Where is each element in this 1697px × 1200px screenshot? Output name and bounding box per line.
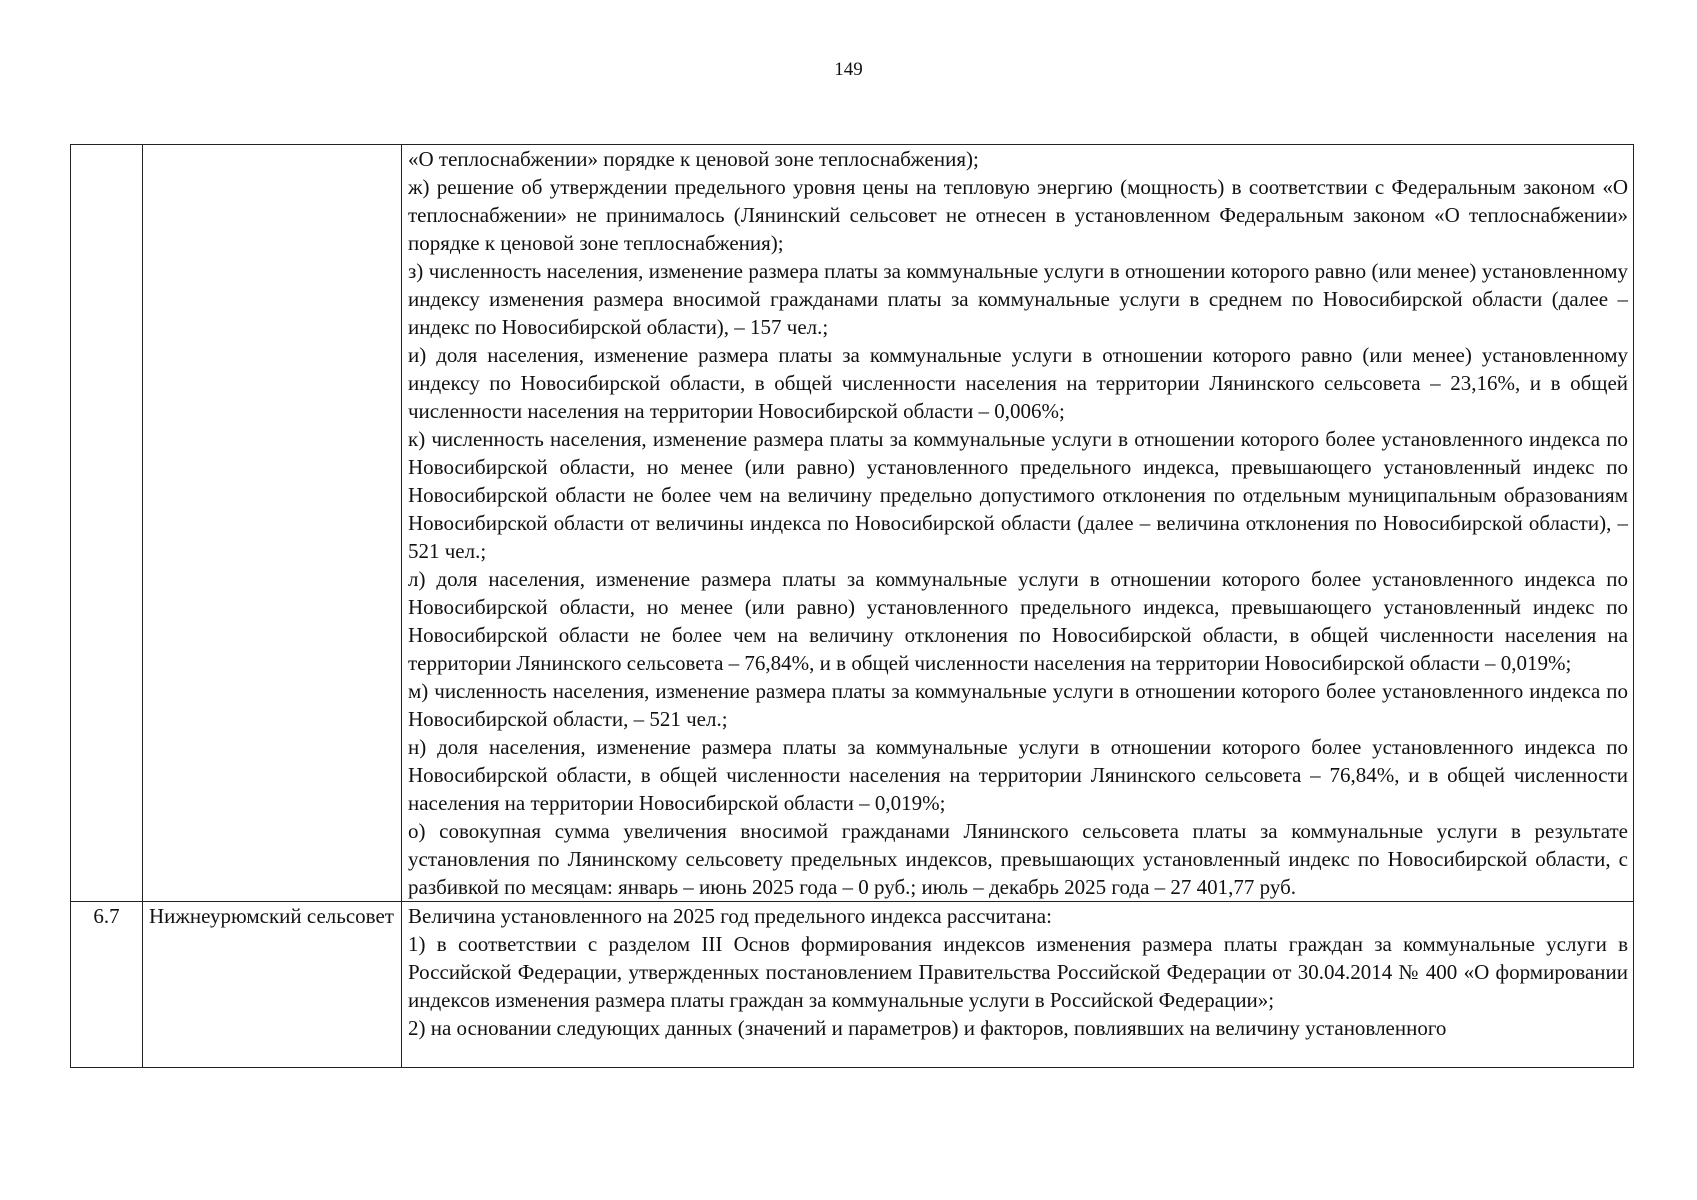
description-cell	[402, 902, 1634, 1068]
table-row-continuation	[71, 145, 1634, 902]
paragraph-intro: Величина установленного на 2025 год предельного индекса рассчитана:	[408, 904, 1052, 928]
paragraph-o: о) совокупная сумма увеличения вносимой гражданами Лянинского сельсовета платы за коммунальные услуги в результате установления по Лянинскому сельсовету предельных индексов, превышающих установленный индекс по Новосибирской области, с разбивкой по месяцам: январь – июнь 2025 года – 0 руб.; июль – декабрь 2025 года – 27 401,77 руб.	[408, 819, 1628, 899]
document-table	[70, 144, 1634, 1068]
paragraph-zh: ж) решение об утверждении предельного уровня цены на тепловую энергию (мощность) в соответствии с Федеральным законом «О теплоснабжении» не принималось (Лянинский сельсовет не отнесен в установленном Федеральным законом «О теплоснабжении» порядке к ценовой зоне теплоснабжения);	[408, 175, 1628, 255]
paragraph-l: л) доля населения, изменение размера платы за коммунальные услуги в отношении которого более установленного индекса по Новосибирской области, но менее (или равно) установленного предельного индекса, превышающего установленный индекс по Новосибирской области не более чем на величину отклонения по Новосибирской области, в общей численности населения на территории Лянинского сельсовета – 76,84%, и в общей численности населения на территории Новосибирской области – 0,019%;	[408, 567, 1628, 675]
row-number-cell: 6.7	[71, 902, 143, 1068]
paragraph-k: к) численность населения, изменение размера платы за коммунальные услуги в отношении которого более установленного индекса по Новосибирской области, но менее (или равно) установленного предельного индекса, превышающего установленный индекс по Новосибирской области не более чем на величину предельно допустимого отклонения по отдельным муниципальным образованиям Новосибирской области от величины индекса по Новосибирской области (далее – величина отклонения по Новосибирской области), – 521 чел.;	[408, 427, 1628, 563]
paragraph-1: 1) в соответствии с разделом III Основ формирования индексов изменения размера платы граждан за коммунальные услуги в Российской Федерации, утвержденных постановлением Правительства Российской Федерации от 30.04.2014 № 400 «О формировании индексов изменения размера платы граждан за коммунальные услуги в Российской Федерации»;	[408, 932, 1628, 1012]
page-number: 149	[834, 59, 863, 80]
paragraph-m: м) численность населения, изменение размера платы за коммунальные услуги в отношении которого более установленного индекса по Новосибирской области, – 521 чел.;	[408, 679, 1628, 731]
municipality-name-cell: Нижнеурюмский сельсовет	[143, 902, 402, 1068]
municipality-name-cell	[143, 145, 402, 902]
row-number-cell	[71, 145, 143, 902]
paragraph-n: н) доля населения, изменение размера платы за коммунальные услуги в отношении которого более установленного индекса по Новосибирской области, в общей численности населения на территории Лянинского сельсовета – 76,84%, и в общей численности населения на территории Новосибирской области – 0,019%;	[408, 735, 1628, 815]
table-row-6-7	[71, 902, 1634, 1068]
paragraph: «О теплоснабжении» порядке к ценовой зоне теплоснабжения);	[408, 147, 979, 171]
paragraph-z: з) численность населения, изменение размера платы за коммунальные услуги в отношении которого равно (или менее) установленному индексу изменения размера вносимой гражданами платы за коммунальные услуги в среднем по Новосибирской области (далее – индекс по Новосибирской области), – 157 чел.;	[408, 259, 1628, 339]
description-cell	[402, 145, 1634, 902]
paragraph-i: и) доля населения, изменение размера платы за коммунальные услуги в отношении которого равно (или менее) установленному индексу по Новосибирской области, в общей численности населения на территории Лянинского сельсовета – 23,16%, и в общей численности населения на территории Новосибирской области – 0,006%;	[408, 343, 1628, 423]
paragraph-2: 2) на основании следующих данных (значений и параметров) и факторов, повлиявших на величину установленного	[408, 1016, 1447, 1040]
